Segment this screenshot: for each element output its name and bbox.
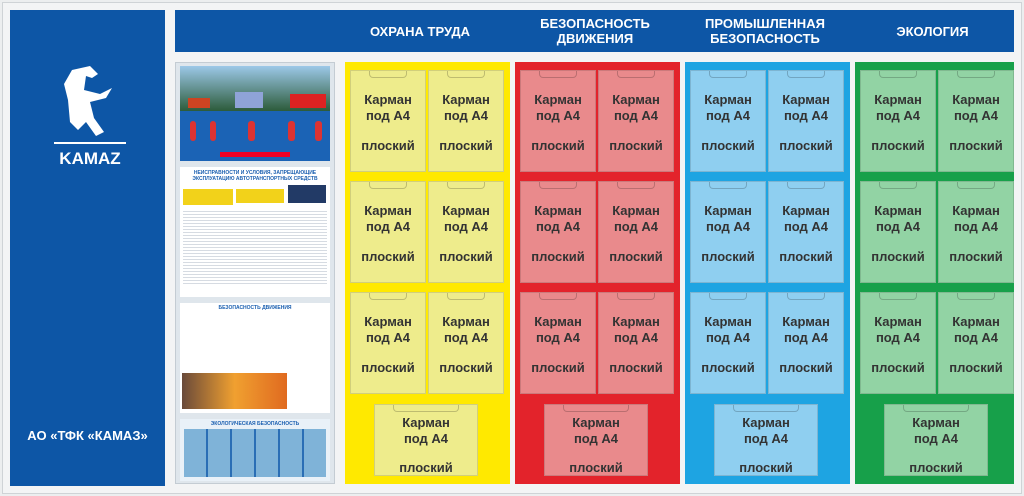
svg-text:KAMAZ: KAMAZ: [59, 149, 121, 168]
pocket-label-line2: под А4: [403, 431, 449, 446]
pocket-label-line2: под А4: [875, 219, 921, 234]
poster-section-title: БЕЗОПАСНОСТЬ ДВИЖЕНИЯ: [218, 305, 292, 311]
a4-pocket[interactable]: [938, 292, 1014, 394]
a4-pocket[interactable]: [938, 70, 1014, 172]
pocket-notch: [709, 71, 747, 78]
a4-pocket[interactable]: [938, 181, 1014, 283]
pocket-label-line2: под А4: [573, 431, 619, 446]
poster-section-ecology: [180, 419, 330, 481]
poster-section-title: ЭКОЛОГИЧЕСКАЯ БЕЗОПАСНОСТЬ: [210, 421, 300, 427]
pocket-label-line1: Карман: [402, 415, 450, 430]
pocket-label-line1: Карман: [742, 415, 790, 430]
pocket-label-line3: плоский: [609, 360, 663, 375]
pocket-notch: [903, 405, 969, 412]
pocket-label-line1: Карман: [952, 203, 1000, 218]
pocket-notch: [369, 293, 407, 300]
pocket-label-line3: плоский: [871, 249, 925, 264]
pocket-label-line3: плоский: [609, 138, 663, 153]
pocket-label-line3: плоский: [949, 249, 1003, 264]
a4-pocket[interactable]: [860, 70, 936, 172]
pocket-label-line2: под А4: [613, 219, 659, 234]
pocket-label-line2: под А4: [783, 219, 829, 234]
pocket-notch: [787, 71, 825, 78]
pocket-label-line1: Карман: [534, 203, 582, 218]
pocket-label-line2: под А4: [953, 219, 999, 234]
pocket-label-line3: плоский: [779, 360, 833, 375]
a4-pocket[interactable]: [860, 292, 936, 394]
pocket-label-line1: Карман: [534, 92, 582, 107]
column-title-industrial-safety: ПРОМЫШЛЕННАЯ БЕЗОПАСНОСТЬ: [705, 16, 825, 46]
pocket-label-line1: Карман: [704, 92, 752, 107]
pocket-label-line3: плоский: [949, 138, 1003, 153]
pocket-label-line2: под А4: [443, 108, 489, 123]
a4-pocket[interactable]: [884, 404, 988, 476]
pocket-label-line2: под А4: [875, 330, 921, 345]
pocket-label-line3: плоский: [701, 138, 755, 153]
column-title-traffic-safety: БЕЗОПАСНОСТЬ ДВИЖЕНИЯ: [540, 16, 650, 46]
pocket-notch: [539, 293, 577, 300]
pocket-label-line2: под А4: [913, 431, 959, 446]
a4-pocket[interactable]: [428, 292, 504, 394]
pocket-label-line1: Карман: [612, 314, 660, 329]
header-bar: [175, 10, 1014, 52]
pocket-notch: [787, 293, 825, 300]
a4-pocket[interactable]: [544, 404, 648, 476]
pocket-notch: [447, 293, 485, 300]
pocket-label-line1: Карман: [704, 203, 752, 218]
pocket-label-line1: Карман: [572, 415, 620, 430]
pocket-notch: [539, 71, 577, 78]
pocket-notch: [563, 405, 629, 412]
pocket-label-line2: под А4: [365, 219, 411, 234]
pocket-label-line1: Карман: [364, 314, 412, 329]
pocket-label-line1: Карман: [704, 314, 752, 329]
pocket-notch: [447, 71, 485, 78]
a4-pocket[interactable]: [690, 181, 766, 283]
pocket-notch: [617, 293, 655, 300]
pocket-label-line3: плоский: [439, 360, 493, 375]
a4-pocket[interactable]: [520, 70, 596, 172]
a4-pocket[interactable]: [520, 292, 596, 394]
pocket-label-line3: плоский: [779, 249, 833, 264]
pocket-label-line2: под А4: [443, 330, 489, 345]
pocket-label-line2: под А4: [365, 330, 411, 345]
pocket-label-line2: под А4: [535, 330, 581, 345]
pocket-label-line3: плоский: [361, 138, 415, 153]
pocket-label-line3: плоский: [701, 249, 755, 264]
a4-pocket[interactable]: [768, 70, 844, 172]
pocket-label-line1: Карман: [952, 314, 1000, 329]
pocket-label-line3: плоский: [569, 460, 623, 475]
pocket-notch: [369, 71, 407, 78]
pocket-label-line3: плоский: [739, 460, 793, 475]
pocket-label-line1: Карман: [442, 203, 490, 218]
a4-pocket[interactable]: [690, 292, 766, 394]
pocket-notch: [733, 405, 799, 412]
pocket-label-line3: плоский: [871, 360, 925, 375]
pocket-label-line2: под А4: [443, 219, 489, 234]
a4-pocket[interactable]: [598, 181, 674, 283]
a4-pocket[interactable]: [428, 181, 504, 283]
pocket-label-line1: Карман: [782, 92, 830, 107]
pocket-label-line1: Карман: [364, 203, 412, 218]
pocket-label-line3: плоский: [949, 360, 1003, 375]
pocket-label-line3: плоский: [701, 360, 755, 375]
kamaz-horse-logo: [50, 60, 130, 170]
pocket-label-line3: плоский: [531, 249, 585, 264]
pocket-label-line2: под А4: [535, 108, 581, 123]
pocket-notch: [617, 71, 655, 78]
poster-fire-extinguishers: [180, 66, 330, 161]
a4-pocket[interactable]: [598, 70, 674, 172]
company-panel: [10, 10, 165, 486]
pocket-label-line1: Карман: [612, 203, 660, 218]
pocket-label-line2: под А4: [705, 330, 751, 345]
pocket-label-line2: под А4: [365, 108, 411, 123]
pocket-label-line3: плоский: [909, 460, 963, 475]
pocket-label-line2: под А4: [535, 219, 581, 234]
pocket-column-traffic-safety: [515, 62, 680, 484]
pocket-label-line1: Карман: [874, 203, 922, 218]
poster-section-malfunctions: [180, 167, 330, 297]
pocket-notch: [957, 182, 995, 189]
a4-pocket[interactable]: [714, 404, 818, 476]
pocket-notch: [369, 182, 407, 189]
pocket-label-line2: под А4: [875, 108, 921, 123]
pocket-label-line2: под А4: [743, 431, 789, 446]
pocket-label-line3: плоский: [439, 249, 493, 264]
a4-pocket[interactable]: [768, 292, 844, 394]
pocket-label-line3: плоский: [531, 360, 585, 375]
pocket-label-line1: Карман: [782, 203, 830, 218]
pocket-notch: [617, 182, 655, 189]
pocket-label-line2: под А4: [783, 108, 829, 123]
a4-pocket[interactable]: [690, 70, 766, 172]
pocket-label-line2: под А4: [783, 330, 829, 345]
poster-section-traffic: [180, 303, 330, 413]
pocket-label-line3: плоский: [609, 249, 663, 264]
pocket-notch: [709, 293, 747, 300]
pocket-label-line1: Карман: [782, 314, 830, 329]
pocket-label-line1: Карман: [912, 415, 960, 430]
company-name: АО «ТФК «КАМАЗ»: [27, 428, 148, 443]
a4-pocket[interactable]: [350, 70, 426, 172]
pocket-label-line1: Карман: [442, 314, 490, 329]
pocket-label-line1: Карман: [364, 92, 412, 107]
pocket-label-line3: плоский: [399, 460, 453, 475]
pocket-notch: [879, 71, 917, 78]
pocket-label-line2: под А4: [613, 108, 659, 123]
pocket-label-line1: Карман: [534, 314, 582, 329]
pocket-label-line3: плоский: [361, 360, 415, 375]
pocket-label-line1: Карман: [442, 92, 490, 107]
pocket-notch: [957, 293, 995, 300]
pocket-notch: [957, 71, 995, 78]
pocket-label-line1: Карман: [874, 92, 922, 107]
pocket-label-line3: плоский: [361, 249, 415, 264]
pocket-column-ecology: [855, 62, 1014, 484]
a4-pocket[interactable]: [374, 404, 478, 476]
a4-pocket[interactable]: [350, 292, 426, 394]
pocket-label-line2: под А4: [705, 108, 751, 123]
pocket-label-line2: под А4: [705, 219, 751, 234]
pocket-label-line2: под А4: [953, 108, 999, 123]
pocket-notch: [539, 182, 577, 189]
column-title-ecology: ЭКОЛОГИЯ: [896, 23, 969, 39]
pocket-label-line2: под А4: [613, 330, 659, 345]
pocket-label-line1: Карман: [612, 92, 660, 107]
pocket-notch: [787, 182, 825, 189]
pocket-label-line3: плоский: [439, 138, 493, 153]
column-title-labor-safety: ОХРАНА ТРУДА: [369, 23, 471, 39]
a4-pocket[interactable]: [520, 181, 596, 283]
pocket-notch: [879, 182, 917, 189]
pocket-label-line1: Карман: [952, 92, 1000, 107]
a4-pocket[interactable]: [768, 181, 844, 283]
pocket-label-line3: плоский: [531, 138, 585, 153]
a4-pocket[interactable]: [598, 292, 674, 394]
pocket-notch: [879, 293, 917, 300]
pocket-column-labor-safety: [345, 62, 510, 484]
pocket-notch: [393, 405, 459, 412]
pocket-column-industrial-safety: [685, 62, 850, 484]
pocket-label-line2: под А4: [953, 330, 999, 345]
pocket-label-line3: плоский: [871, 138, 925, 153]
a4-pocket[interactable]: [860, 181, 936, 283]
a4-pocket[interactable]: [428, 70, 504, 172]
poster-section-title: НЕИСПРАВНОСТИ И УСЛОВИЯ, ЗАПРЕЩАЮЩИЕ ЭКСПЛУАТАЦИЮ АВТОТРАНСПОРТНЫХ СРЕДСТВ: [192, 170, 318, 182]
pocket-notch: [709, 182, 747, 189]
a4-pocket[interactable]: [350, 181, 426, 283]
info-poster: [175, 62, 335, 484]
pocket-notch: [447, 182, 485, 189]
pocket-label-line3: плоский: [779, 138, 833, 153]
pocket-label-line1: Карман: [874, 314, 922, 329]
